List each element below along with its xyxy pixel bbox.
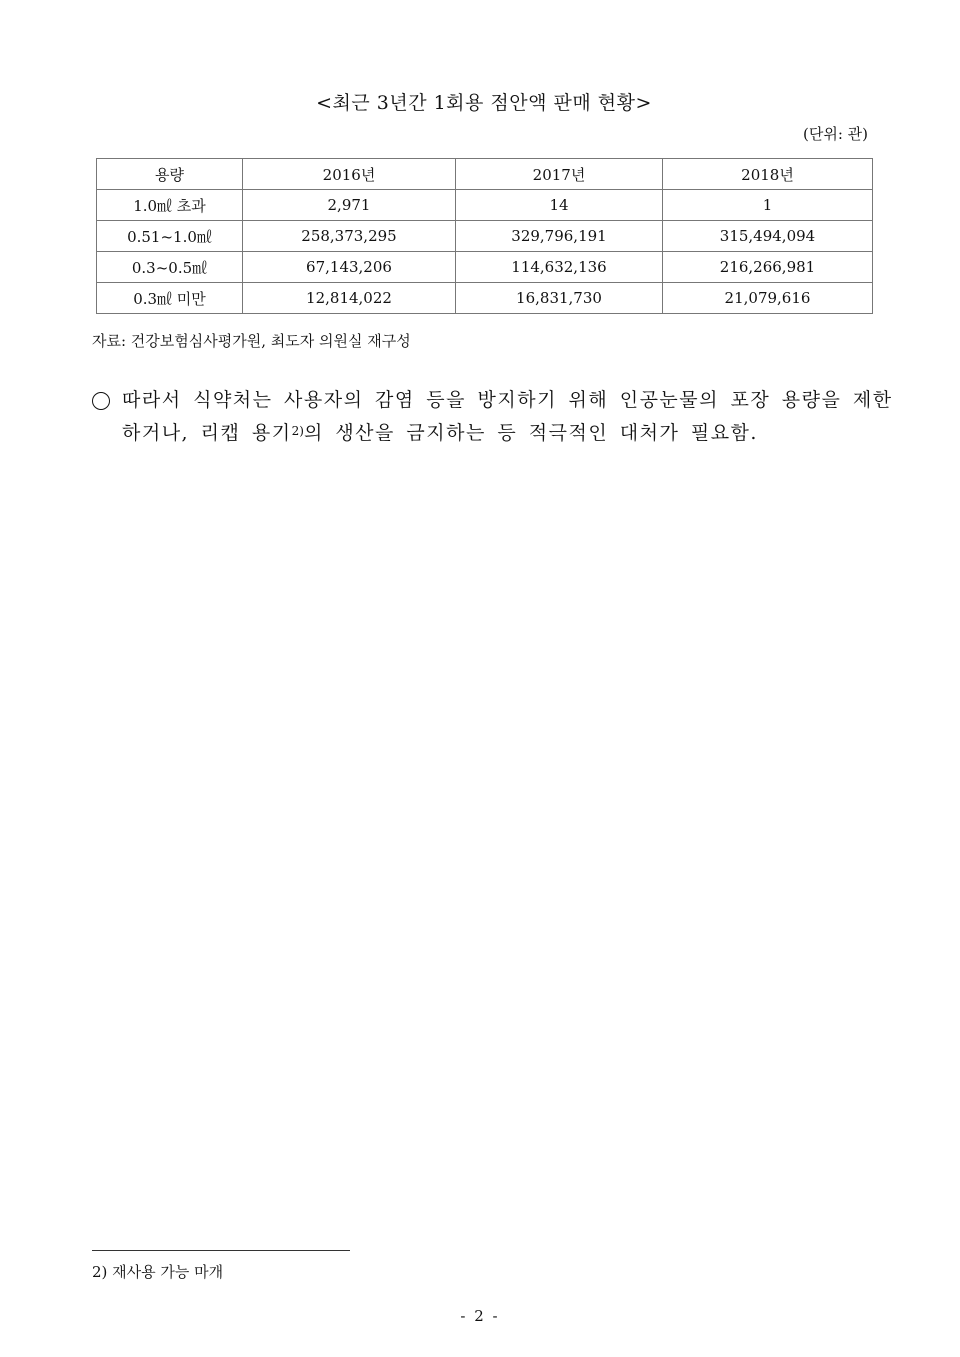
page-number: - 2 - xyxy=(460,1307,500,1325)
sales-table xyxy=(96,158,873,314)
table-unit: (단위: 관) xyxy=(803,125,868,143)
footnote-reference[interactable]: 2) xyxy=(291,424,304,438)
table-header-row xyxy=(97,159,873,190)
footnote-divider xyxy=(92,1250,350,1251)
table-cell: 258,373,295 xyxy=(243,221,456,252)
header-2018: 2018년 xyxy=(663,159,873,190)
table-cell: 12,814,022 xyxy=(243,283,456,314)
table-source-note: 자료: 건강보험심사평가원, 최도자 의원실 재구성 xyxy=(92,332,411,350)
table-cell: 1 xyxy=(663,190,873,221)
table-title: <최근 3년간 1회용 점안액 판매 현황> xyxy=(316,92,652,114)
table-cell: 14 xyxy=(456,190,663,221)
paragraph-line-1 xyxy=(92,384,893,417)
table-cell: 21,079,616 xyxy=(663,283,873,314)
table-cell: 315,494,094 xyxy=(663,221,873,252)
paragraph-text-before-ref: 하거나, 리캡 용기 xyxy=(122,422,292,444)
table-cell: 16,831,730 xyxy=(456,283,663,314)
table-cell: 216,266,981 xyxy=(663,252,873,283)
row-volume-label: 0.3㎖ 미만 xyxy=(97,283,243,314)
table-row xyxy=(97,283,873,314)
footnote-text: 2) 재사용 가능 마개 xyxy=(92,1263,224,1281)
table-row xyxy=(97,190,873,221)
table-cell: 67,143,206 xyxy=(243,252,456,283)
circle-bullet-icon xyxy=(92,392,110,410)
table-row xyxy=(97,221,873,252)
row-volume-label: 1.0㎖ 초과 xyxy=(97,190,243,221)
table-cell: 114,632,136 xyxy=(456,252,663,283)
header-2016: 2016년 xyxy=(243,159,456,190)
row-volume-label: 0.3~0.5㎖ xyxy=(97,252,243,283)
paragraph-text-line-1: 따라서 식약처는 사용자의 감염 등을 방지하기 위해 인공눈물의 포장 용량을 제한 xyxy=(122,389,893,411)
header-2017: 2017년 xyxy=(456,159,663,190)
table-cell: 2,971 xyxy=(243,190,456,221)
table-row xyxy=(97,252,873,283)
bullet-paragraph xyxy=(92,384,893,450)
header-volume: 용량 xyxy=(97,159,243,190)
paragraph-line-2 xyxy=(92,417,872,450)
paragraph-text-after-ref: 의 생산을 금지하는 등 적극적인 대처가 필요함. xyxy=(303,422,758,444)
table-cell: 329,796,191 xyxy=(456,221,663,252)
row-volume-label: 0.51~1.0㎖ xyxy=(97,221,243,252)
